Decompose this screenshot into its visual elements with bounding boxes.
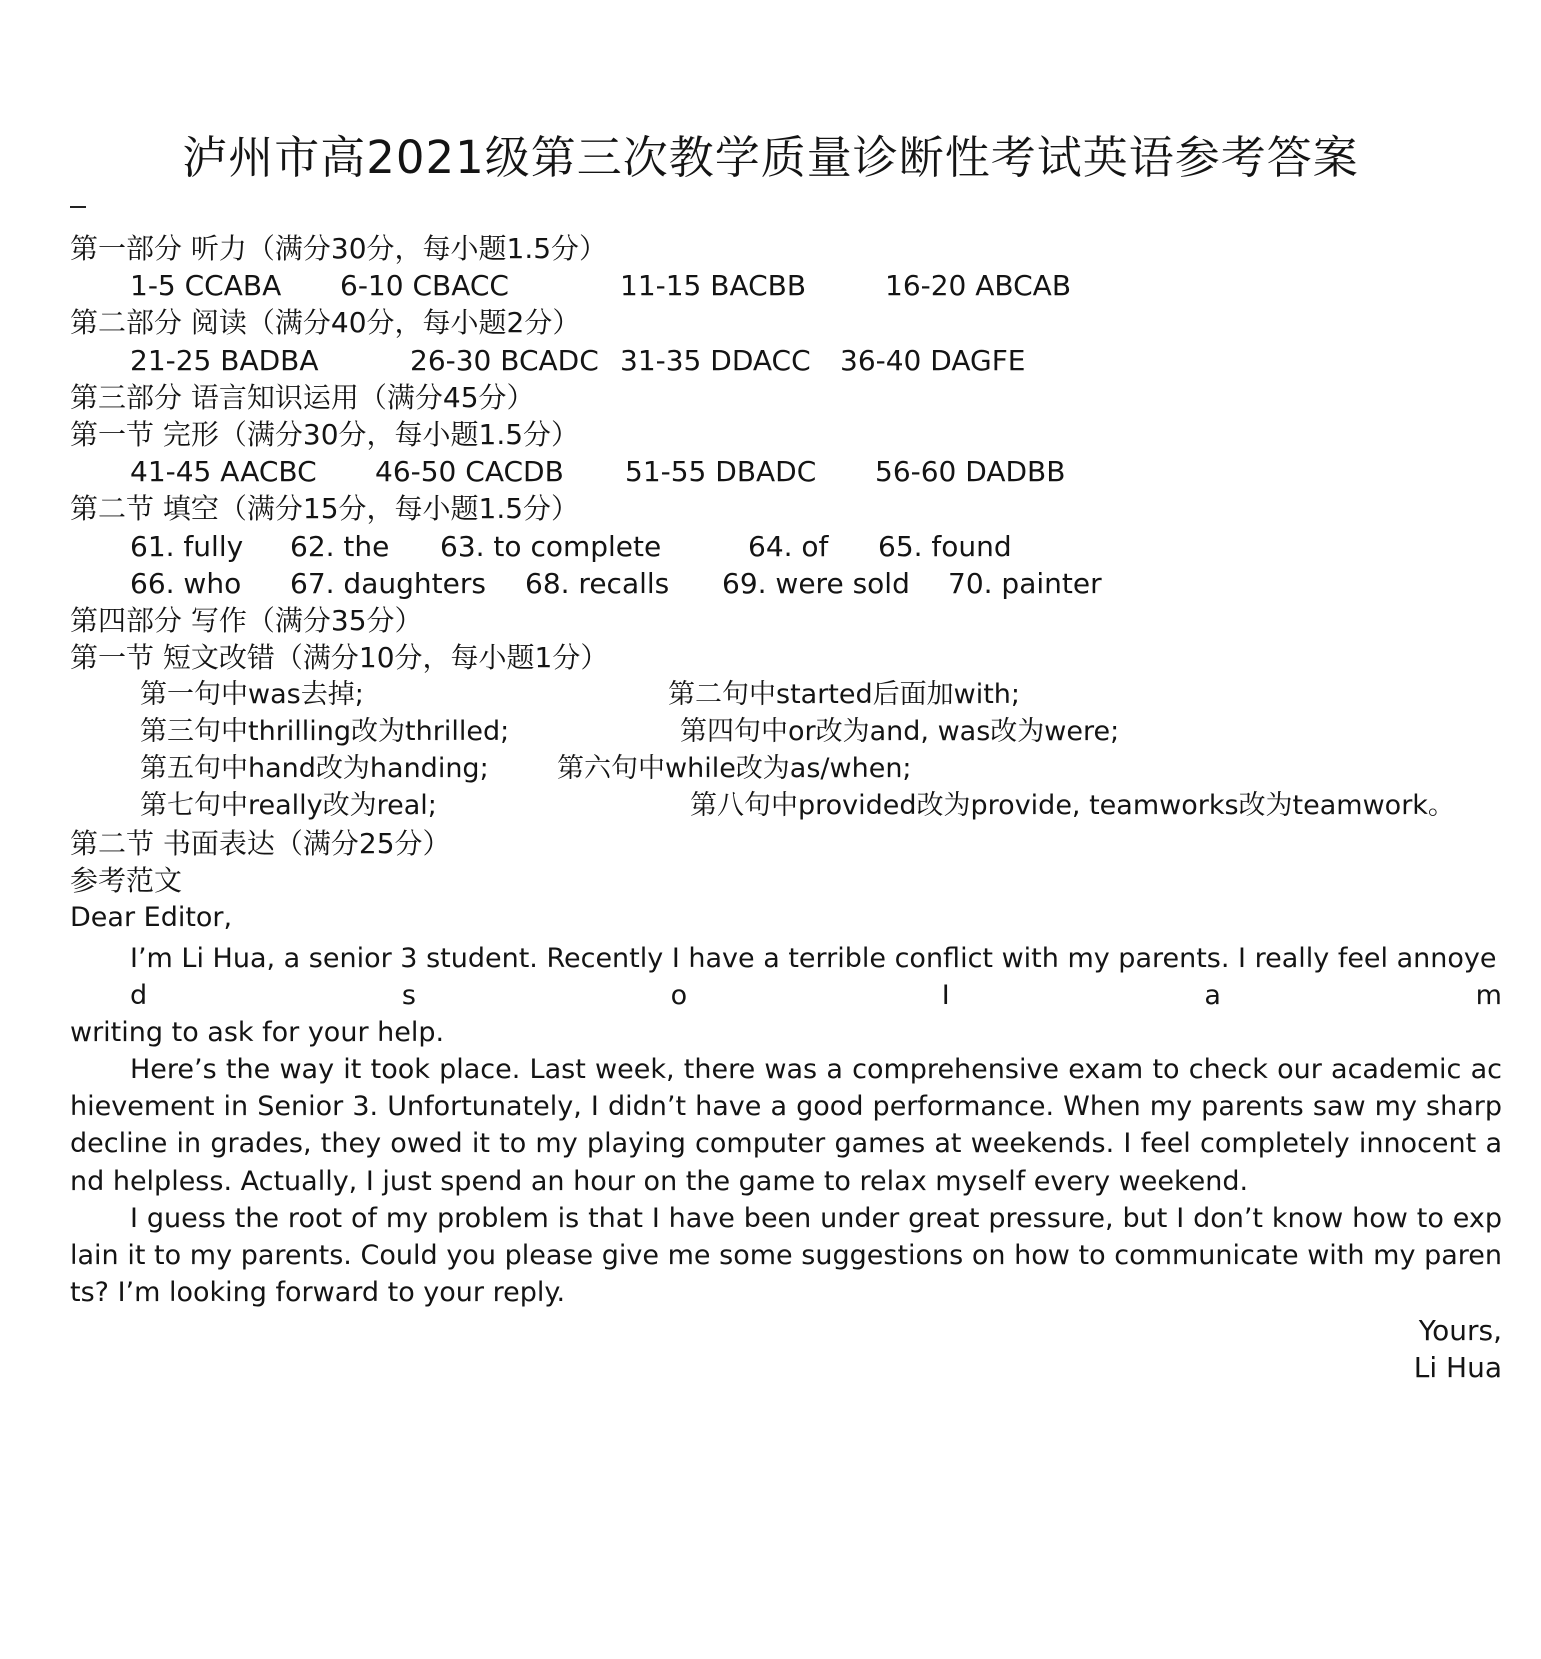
part1-heading: 第一部分 听力（满分30分，每小题1.5分） [70, 232, 608, 265]
part3-heading: 第三部分 语言知识运用（满分45分） [70, 381, 535, 414]
letter-paragraph-3: I guess the root of my problem is that I have been under great pressure, but I don’t know how to explain it to my parents. Could you please give me some suggestions on how to communicate with my parents? I’m looking forward to your reply. [70, 1203, 1502, 1309]
answer-group: 36-40 DAGFE [840, 344, 1026, 377]
correction-item: 第六句中while改为as/when; [557, 753, 912, 784]
fill-answer: 68. recalls [525, 567, 670, 600]
part4-heading: 第四部分 写作（满分35分） [70, 604, 423, 637]
letter-closing: Yours, [1418, 1314, 1502, 1347]
spread-letter: d [130, 980, 148, 1011]
answer-group: 1-5 CCABA [130, 269, 282, 302]
letter-greeting: Dear Editor, [70, 902, 233, 933]
spread-letter: I [941, 980, 950, 1011]
fill-answer: 63. to complete [440, 530, 662, 563]
part3-section2-heading: 第二节 填空（满分15分，每小题1.5分） [70, 492, 580, 525]
fill-answer: 69. were sold [722, 567, 910, 600]
sample-essay-label: 参考范文 [70, 864, 183, 897]
correction-item: 第三句中thrilling改为thrilled; [140, 716, 510, 747]
letter-paragraph-1-line-1: I’m Li Hua, a senior 3 student. Recently I have a terrible conflict with my parents. I really feel annoye [130, 943, 1497, 974]
spread-letter: o [670, 980, 688, 1011]
correction-item: 第八句中provided改为provide, teamworks改为teamwork。 [690, 790, 1455, 821]
correction-item: 第七句中really改为real; [140, 790, 437, 821]
correction-item: 第一句中was去掉; [140, 679, 364, 710]
fill-answer: 64. of [748, 530, 829, 563]
fill-answer: 70. painter [948, 567, 1102, 600]
answer-group: 31-35 DDACC [620, 344, 811, 377]
letter-paragraph-1-line-3: writing to ask for your help. [70, 1017, 445, 1048]
answer-group: 46-50 CACDB [375, 455, 564, 488]
fill-answer: 61. fully [130, 530, 244, 563]
answer-group: 6-10 CBACC [340, 269, 509, 302]
correction-item: 第五句中hand改为handing; [140, 753, 489, 784]
part2-heading: 第二部分 阅读（满分40分，每小题2分） [70, 306, 581, 339]
answer-group: 41-45 AACBC [130, 455, 317, 488]
page-title: 泸州市高2021级第三次教学质量诊断性考试英语参考答案 [182, 131, 1359, 184]
part3-section1-heading: 第一节 完形（满分30分，每小题1.5分） [70, 418, 580, 451]
fill-answer: 66. who [130, 567, 242, 600]
correction-item: 第二句中started后面加with; [668, 679, 1021, 710]
letter-paragraph-1-spread-line [70, 977, 1502, 1014]
stray-dash [70, 206, 86, 208]
spread-letter: m [1475, 980, 1502, 1011]
answer-group: 21-25 BADBA [130, 344, 319, 377]
part4-section2-heading: 第二节 书面表达（满分25分） [70, 827, 451, 860]
answer-group: 16-20 ABCAB [885, 269, 1072, 302]
answer-group: 56-60 DADBB [875, 455, 1066, 488]
answer-group: 26-30 BCADC [410, 344, 599, 377]
correction-item: 第四句中or改为and, was改为were; [680, 716, 1120, 747]
letter-paragraph-2: Here’s the way it took place. Last week, there was a comprehensive exam to check our academic achievement in Senior 3. Unfortunately, I didn’t have a good performance. When my parents saw my sharp decline in grades, they owed it to my playing computer games at weekends. I feel completely innocent and helpless. Actually, I just spend an hour on the game to relax myself every weekend. [70, 1054, 1502, 1197]
part4-section1-heading: 第一节 短文改错（满分10分，每小题1分） [70, 641, 609, 674]
answer-group: 51-55 DBADC [625, 455, 817, 488]
fill-answer: 67. daughters [290, 567, 486, 600]
letter-signature: Li Hua [1413, 1351, 1502, 1384]
fill-answer: 65. found [878, 530, 1012, 563]
spread-letter: s [401, 980, 416, 1011]
answer-group: 11-15 BACBB [620, 269, 807, 302]
spread-letter: a [1204, 980, 1221, 1011]
fill-answer: 62. the [290, 530, 390, 563]
